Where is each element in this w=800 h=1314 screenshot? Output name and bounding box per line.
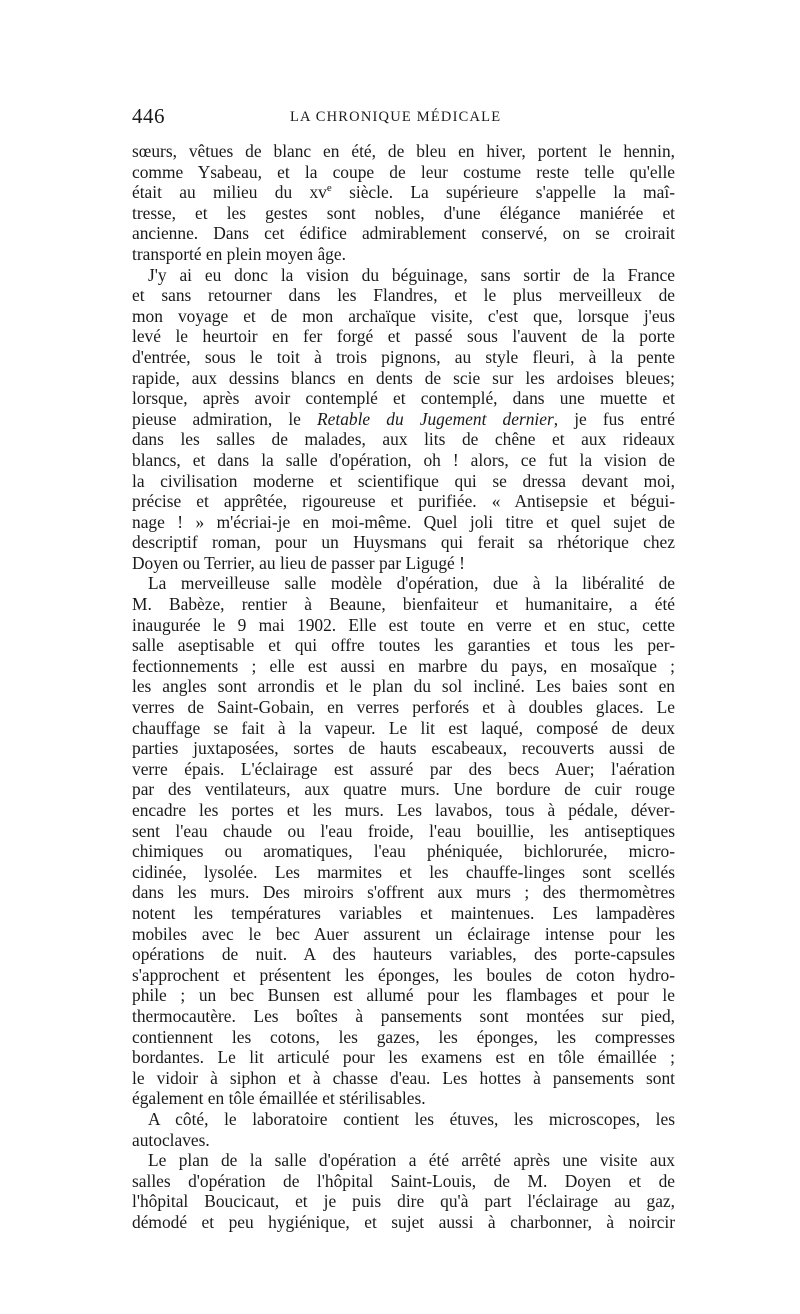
text-line: inaugurée le 9 mai 1902. Elle est toute en verre et en stuc, cette [132, 614, 675, 635]
text-line: mon voyage et de mon archaïque visite, c'est que, lorsque j'eus [132, 305, 675, 326]
text-line: salles d'opération de l'hôpital Saint-Louis, de M. Doyen et de [132, 1170, 675, 1191]
text-line: dans les salles de malades, aux lits de chêne et aux rideaux [132, 429, 675, 450]
text-line: par des ventilateurs, aux quatre murs. Une bordure de cuir rouge [132, 779, 675, 800]
text-line: salle aseptisable et qui offre toutes les garanties et tous les per- [132, 635, 675, 656]
text-line: démodé et peu hygiénique, et sujet aussi à charbonner, à noircir [132, 1211, 675, 1232]
text-line: parties juxtaposées, sortes de hauts escabeaux, recouverts aussi de [132, 738, 675, 759]
page-number: 446 [132, 104, 165, 128]
text-line: et sans retourner dans les Flandres, et le plus merveilleux de [132, 285, 675, 306]
text-line: La merveilleuse salle modèle d'opération, due à la libéralité de [148, 573, 675, 594]
text-line: les angles sont arrondis et le plan du sol incliné. Les baies sont en [132, 676, 675, 697]
text-line: phile ; un bec Bunsen est allumé pour les flambages et pour le [132, 985, 675, 1006]
text-line: la civilisation moderne et scientifique qui se dressa devant moi, [132, 470, 675, 491]
text-line: s'approchent et présentent les éponges, les boules de coton hydro- [132, 964, 675, 985]
text-line: verres de Saint-Gobain, en verres perforés et à doubles glaces. Le [132, 697, 675, 718]
body-text [132, 141, 675, 1232]
text-line: descriptif roman, pour un Huysmans qui ferait sa rhétorique chez [132, 532, 675, 553]
text-line: chauffage se fait à la vapeur. Le lit est laqué, composé de deux [132, 717, 675, 738]
running-head [132, 103, 677, 129]
text-line: M. Babèze, rentier à Beaune, bienfaiteur et humanitaire, a été [132, 594, 675, 615]
text-line: nage ! » m'écriai-je en moi-même. Quel joli titre et quel sujet de [132, 511, 675, 532]
text-line: comme Ysabeau, et la coupe de leur costume reste telle qu'elle [132, 161, 675, 182]
text-line: autoclaves. [132, 1129, 210, 1150]
text-line: précise et apprêtée, rigoureuse et purifiée. « Antisepsie et bégui- [132, 491, 675, 512]
text-line: cidinée, lysolée. Les marmites et les chauffe-linges sont scellés [132, 861, 675, 882]
text-line: rapide, aux dessins blancs en dents de scie sur les ardoises bleues; [132, 367, 675, 388]
text-line: transporté en plein moyen âge. [132, 243, 346, 264]
text-line: opérations de nuit. A des hauteurs variables, des porte-capsules [132, 944, 675, 965]
text-line: pieuse admiration, le Retable du Jugement dernier, je fus entré [132, 408, 675, 429]
text-line: notent les températures variables et maintenues. Les lampadères [132, 902, 675, 923]
work-title: Retable du Jugement dernier [317, 408, 554, 429]
text-line: le vidoir à siphon et à chasse d'eau. Les hottes à pansements sont [132, 1067, 675, 1088]
text-line: d'entrée, sous le toit à trois pignons, au style fleuri, à la pente [132, 346, 675, 367]
journal-title: LA CHRONIQUE MÉDICALE [290, 109, 502, 125]
text-line: ancienne. Dans cet édifice admirablement conservé, on se croirait [132, 223, 675, 244]
text-line: sent l'eau chaude ou l'eau froide, l'eau bouillie, les antiseptiques [132, 820, 675, 841]
text-line: contiennent les cotons, les gazes, les éponges, les compresses [132, 1026, 675, 1047]
text-line: verre épais. L'éclairage est assuré par des becs Auer; l'aération [132, 758, 675, 779]
text-line: chimiques ou aromatiques, l'eau phéniquée, bichlorurée, micro- [132, 841, 675, 862]
text-line: bordantes. Le lit articulé pour les examens est en tôle émaillée ; [132, 1047, 675, 1068]
text-line: lorsque, après avoir contemplé et contemplé, dans une muette et [132, 388, 675, 409]
text-line: était au milieu du $xv^e$ siècle. La supérieure s'appelle la maî- [132, 182, 675, 203]
text-line: A côté, le laboratoire contient les étuves, les microscopes, les [148, 1108, 675, 1129]
text-line: fectionnements ; elle est aussi en marbre du pays, en mosaïque ; [132, 655, 675, 676]
text-line: sœurs, vêtues de blanc en été, de bleu en hiver, portent le hennin, [132, 141, 675, 161]
text-line: tresse, et les gestes sont nobles, d'une élégance maniérée et [132, 202, 675, 223]
text-line: levé le heurtoir en fer forgé et passé sous l'auvent de la porte [132, 326, 675, 347]
text-line: J'y ai eu donc la vision du béguinage, sans sortir de la France [148, 264, 675, 285]
text-line: thermocautère. Les boîtes à pansements sont montées sur pied, [132, 1005, 675, 1026]
ordinal-superscript: e [326, 182, 332, 195]
text-line: Le plan de la salle d'opération a été arrêté après une visite aux [148, 1150, 675, 1171]
text-line: encadre les portes et les murs. Les lavabos, tous à pédale, déver- [132, 800, 675, 820]
text-line: blancs, et dans la salle d'opération, oh ! alors, ce fut la vision de [132, 449, 675, 470]
text-line: dans les murs. Des miroirs s'offrent aux murs ; des thermomètres [132, 882, 675, 903]
text-line: l'hôpital Boucicaut, et je puis dire qu'à part l'éclairage au gaz, [132, 1191, 675, 1212]
text-line: également en tôle émaillée et stérilisables. [132, 1088, 426, 1109]
text-line: Doyen ou Terrier, au lieu de passer par Ligugé ! [132, 552, 465, 573]
text-line: mobiles avec le bec Auer assurent un éclairage intense pour les [132, 923, 675, 944]
